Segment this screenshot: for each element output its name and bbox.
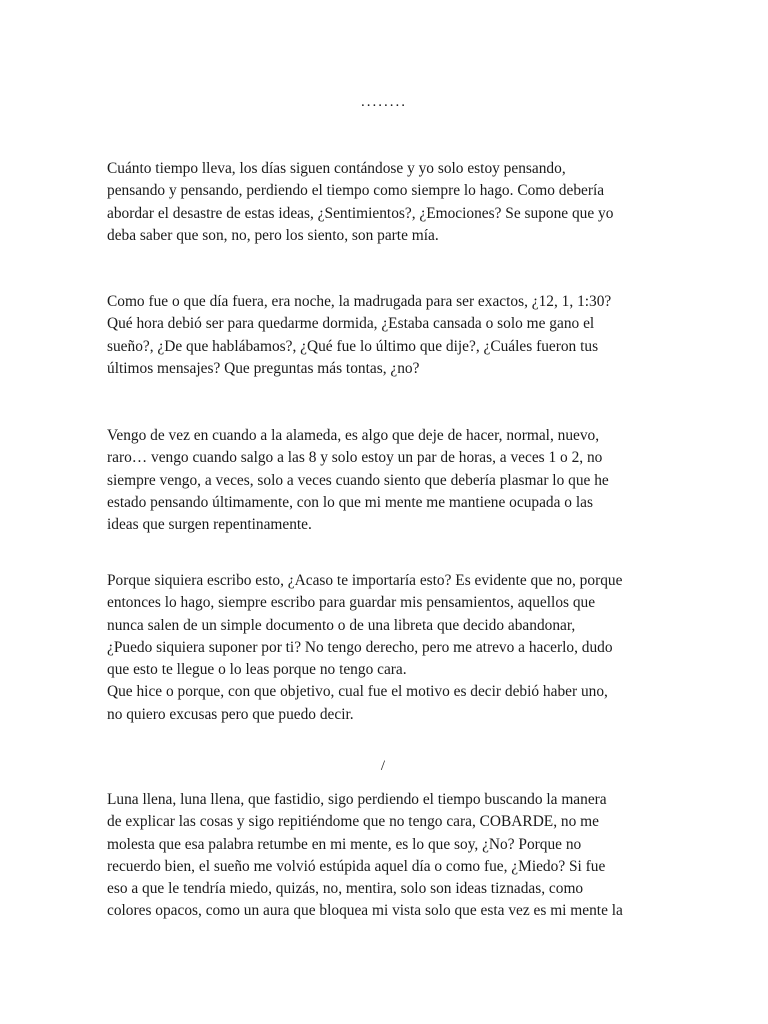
paragraph-2 — [107, 291, 667, 380]
text-line: entonces lo hago, siempre escribo para guardar mis pensamientos, aquellos que — [107, 594, 596, 612]
text-line: eso a que le tendría miedo, quizás, no, mentira, solo son ideas tiznadas, como — [107, 880, 584, 898]
text-line: Qué hora debió ser para quedarme dormida, ¿Estaba cansada o solo me gano el — [107, 315, 595, 333]
text-line: no quiero excusas pero que puedo decir. — [107, 705, 354, 723]
text-line: Vengo de vez en cuando a la alameda, es algo que deje de hacer, normal, nuevo, — [107, 427, 600, 444]
text-line: Como fue o que día fuera, era noche, la madrugada para ser exactos, ¿12, 1, 1:30? — [107, 293, 612, 310]
text-line: colores opacos, como un aura que bloquea mi vista solo que esta vez es mi mente la — [107, 902, 623, 920]
text-line: Que hice o porque, con que objetivo, cual fue el motivo es decir debió haber uno, — [107, 683, 608, 701]
paragraph-3 — [107, 425, 667, 536]
paragraph-1 — [107, 158, 667, 247]
text-line: últimos mensajes? Que preguntas más tontas, ¿no? — [107, 359, 420, 377]
text-line: molesta que esa palabra retumbe en mi mente, es lo que soy, ¿No? Porque no — [107, 835, 582, 853]
section-divider: / — [380, 758, 388, 774]
top-ornament: ........ — [361, 94, 407, 110]
text-line: raro… vengo cuando salgo a las 8 y solo estoy un par de horas, a veces 1 o 2, no — [107, 449, 603, 467]
text-line: que esto te llegue o lo leas porque no tengo cara. — [107, 661, 407, 679]
text-line: recuerdo bien, el sueño me volvió estúpida aquel día o como fue, ¿Miedo? Si fue — [107, 857, 606, 875]
text-line: pensando y pensando, perdiendo el tiempo como siempre lo hago. Como debería — [107, 182, 605, 200]
text-line: Cuánto tiempo lleva, los días siguen contándose y yo solo estoy pensando, — [107, 160, 566, 177]
text-line: ideas que surgen repentinamente. — [107, 516, 312, 534]
text-line: de explicar las cosas y sigo repitiéndome que no tengo cara, COBARDE, no me — [107, 813, 599, 831]
text-line: sueño?, ¿De que hablábamos?, ¿Qué fue lo último que dije?, ¿Cuáles fueron tus — [107, 337, 599, 355]
text-line: estado pensando últimamente, con lo que mi mente me mantiene ocupada o las — [107, 493, 593, 511]
text-line: ¿Puedo siquiera suponer por ti? No tengo derecho, pero me atrevo a hacerlo, dudo — [107, 638, 613, 656]
text-line: abordar el desastre de estas ideas, ¿Sentimientos?, ¿Emociones? Se supone que yo — [107, 204, 614, 222]
text-line: siempre vengo, a veces, solo a veces cuando siento que debería plasmar lo que he — [107, 471, 609, 489]
text-line: deba saber que son, no, pero los siento, son parte mía. — [107, 226, 439, 244]
text-line: Luna llena, luna llena, que fastidio, sigo perdiendo el tiempo buscando la manera — [107, 791, 607, 808]
text-line: nunca salen de un simple documento o de una libreta que decido abandonar, — [107, 616, 576, 634]
paragraph-5 — [107, 789, 667, 923]
text-line: Porque siquiera escribo esto, ¿Acaso te importaría esto? Es evidente que no, porque — [107, 572, 623, 589]
paragraph-4 — [107, 570, 667, 726]
